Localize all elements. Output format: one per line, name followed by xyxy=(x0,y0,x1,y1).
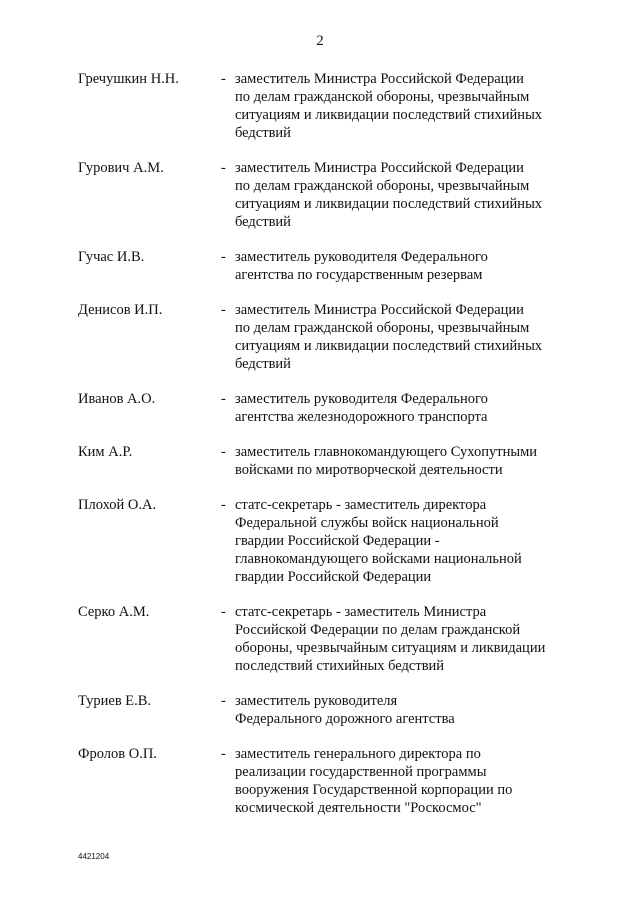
person-position xyxy=(235,70,570,142)
position-line: реализации государственной программы xyxy=(235,764,487,780)
position-line: заместитель главнокомандующего Сухопутными xyxy=(235,444,538,460)
person-name: Фролов О.П. xyxy=(78,746,157,762)
person-position xyxy=(235,603,570,675)
list-item xyxy=(78,603,578,675)
document-code: 4421204 xyxy=(78,852,110,861)
separator-dash: - xyxy=(221,693,226,709)
position-line: ситуациям и ликвидации последствий стихийных xyxy=(235,107,543,123)
position-line: по делам гражданской обороны, чрезвычайным xyxy=(235,178,530,194)
separator-dash: - xyxy=(221,249,226,265)
person-name: Серко А.М. xyxy=(78,604,150,620)
person-name: Туриев Е.В. xyxy=(78,693,152,709)
position-line: космической деятельности "Роскосмос" xyxy=(235,800,482,816)
person-name: Гречушкин Н.Н. xyxy=(78,71,179,87)
position-line: статс-секретарь - заместитель директора xyxy=(235,497,487,513)
separator-dash: - xyxy=(221,391,226,407)
person-position xyxy=(235,248,570,284)
position-line: заместитель Министра Российской Федерации xyxy=(235,160,524,176)
person-name: Гурович А.М. xyxy=(78,160,164,176)
position-line: Российской Федерации по делам гражданской xyxy=(235,622,521,638)
position-line: заместитель Министра Российской Федерации xyxy=(235,71,524,87)
position-line: главнокомандующего войсками национальной xyxy=(235,551,522,567)
separator-dash: - xyxy=(221,497,226,513)
person-name: Плохой О.А. xyxy=(78,497,157,513)
position-line: войсками по миротворческой деятельности xyxy=(235,462,503,478)
position-line: статс-секретарь - заместитель Министра xyxy=(235,604,487,620)
person-position xyxy=(235,692,570,728)
person-name: Денисов И.П. xyxy=(78,302,163,318)
list-item xyxy=(78,301,578,373)
person-position xyxy=(235,159,570,231)
position-line: обороны, чрезвычайным ситуациям и ликвидации xyxy=(235,640,546,656)
position-line: по делам гражданской обороны, чрезвычайным xyxy=(235,320,530,336)
position-line: ситуациям и ликвидации последствий стихийных xyxy=(235,196,543,212)
position-line: вооружения Государственной корпорации по xyxy=(235,782,513,798)
list-item xyxy=(78,692,578,728)
list-item xyxy=(78,745,578,817)
separator-dash: - xyxy=(221,302,226,318)
separator-dash: - xyxy=(221,160,226,176)
list-item xyxy=(78,496,578,586)
position-line: бедствий xyxy=(235,125,291,141)
person-position xyxy=(235,745,570,817)
personnel-list xyxy=(78,70,578,817)
position-line: гвардии Российской Федерации xyxy=(235,569,432,585)
list-item xyxy=(78,159,578,231)
separator-dash: - xyxy=(221,746,226,762)
list-item xyxy=(78,70,578,142)
person-position xyxy=(235,496,570,586)
person-position xyxy=(235,390,570,426)
separator-dash: - xyxy=(221,444,226,460)
list-item xyxy=(78,248,578,284)
position-line: последствий стихийных бедствий xyxy=(235,658,445,674)
list-item xyxy=(78,390,578,426)
page-number: 2 xyxy=(316,33,324,49)
position-line: заместитель руководителя Федерального xyxy=(235,391,488,407)
person-position xyxy=(235,301,570,373)
list-item xyxy=(78,443,578,479)
separator-dash: - xyxy=(221,604,226,620)
position-line: бедствий xyxy=(235,356,291,372)
position-line: Федеральной службы войск национальной xyxy=(235,515,499,531)
person-position xyxy=(235,443,570,479)
position-line: заместитель Министра Российской Федерации xyxy=(235,302,524,318)
position-line: агентства железнодорожного транспорта xyxy=(235,409,488,425)
position-line: агентства по государственным резервам xyxy=(235,267,483,283)
person-name: Иванов А.О. xyxy=(78,391,156,407)
position-line: заместитель руководителя xyxy=(235,693,398,709)
position-line: заместитель руководителя Федерального xyxy=(235,249,488,265)
position-line: бедствий xyxy=(235,214,291,230)
position-line: Федерального дорожного агентства xyxy=(235,711,455,727)
separator-dash: - xyxy=(221,71,226,87)
person-name: Гучас И.В. xyxy=(78,249,145,265)
position-line: гвардии Российской Федерации - xyxy=(235,533,440,549)
position-line: заместитель генерального директора по xyxy=(235,746,481,762)
person-name: Ким А.Р. xyxy=(78,444,133,460)
position-line: ситуациям и ликвидации последствий стихийных xyxy=(235,338,543,354)
position-line: по делам гражданской обороны, чрезвычайным xyxy=(235,89,530,105)
